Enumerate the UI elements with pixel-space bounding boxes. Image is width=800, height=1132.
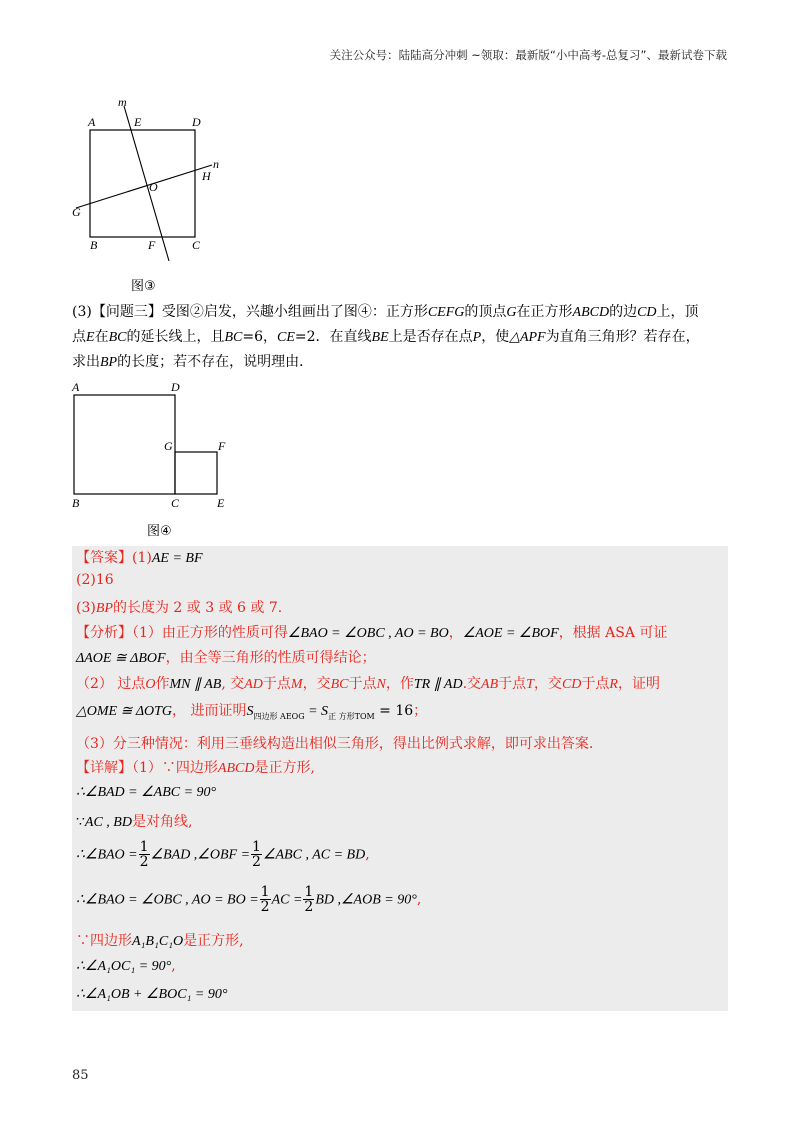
- detail-line-1: 【详解】（1）∵四边形ABCD是正方形,: [76, 760, 315, 776]
- detail-line-3: ∵AC , BD是对角线,: [76, 814, 193, 830]
- answer-line-1: 【答案】(1)AE = BF: [76, 550, 203, 566]
- detail-line-4: ∴∠BAO = $\frac{1}{2}$ ∠BAD ,∠OBF = $\frac{1}{2}$ ∠ABC , AC = BD,: [76, 839, 370, 870]
- label-o: O: [149, 180, 158, 194]
- line-m: [124, 106, 169, 261]
- square-cefg: [175, 452, 217, 494]
- figure-4-caption: 图④: [147, 524, 172, 539]
- page-header: 关注公众号：陆陆高分冲刺 ~领取：最新版“小中高考-总复习”、最新试卷下载: [329, 48, 727, 62]
- fraction-half: $\frac{1}{2}$: [139, 839, 149, 870]
- detail-line-8: ∴∠A₁OB + ∠BOC₁ = 90°: [76, 987, 228, 1002]
- label-a: A: [72, 380, 80, 394]
- figure-3-caption: 图③: [131, 279, 156, 294]
- square-abcd-fig4: [74, 395, 175, 494]
- label-g: G: [72, 205, 81, 219]
- label-g: G: [164, 439, 173, 453]
- label-b: B: [72, 496, 80, 510]
- label-m: m: [118, 96, 127, 109]
- label-h: H: [202, 169, 211, 183]
- fraction-half: $\frac{1}{2}$: [304, 884, 314, 915]
- detail-line-6: ∵四边形A₁B₁C₁O是正方形,: [76, 933, 244, 949]
- detail-line-2: ∴∠BAD = ∠ABC = 90°: [76, 785, 217, 800]
- analysis-line-2: ΔAOE ≅ ΔBOF，由全等三角形的性质可得结论；: [76, 650, 376, 666]
- label-a: A: [88, 115, 96, 129]
- figure-3: [68, 96, 228, 266]
- square-abcd-fig3: [90, 130, 195, 237]
- label-e: E: [134, 115, 142, 129]
- label-f: F: [218, 439, 226, 453]
- label-d: D: [171, 380, 180, 394]
- analysis-line-1: 【分析】（1）由正方形的性质可得∠BAO = ∠OBC , AO = BO，∠AOE = ∠BOF，根据 ASA 可证: [76, 625, 668, 641]
- problem-3-line-3: 求出BP的长度；若不存在，说明理由．: [72, 354, 314, 370]
- analysis-line-5: （3）分三种情况：利用三垂线构造出相似三角形，得出比例式求解，即可求出答案.: [76, 736, 594, 752]
- answer-line-2: (2)16: [76, 572, 114, 588]
- label-n: n: [213, 157, 219, 171]
- label-c: C: [171, 496, 180, 510]
- line-n: [76, 165, 212, 208]
- analysis-line-4: △OME ≅ ΔOTG， 进而证明$S_{四边形 AEOG} = S_{正 方形TOM} = 16$；: [76, 703, 428, 721]
- answer-line-3: (3)BP的长度为 2 或 3 或 6 或 7.: [76, 600, 283, 616]
- page-number: 85: [72, 1068, 89, 1083]
- problem-3-line-1: (3)【问题三】受图②启发，兴趣小组画出了图④：正方形CEFG的顶点G在正方形ABCD的边CD上，顶: [72, 304, 699, 320]
- fraction-half: $\frac{1}{2}$: [260, 884, 270, 915]
- label-c: C: [192, 238, 201, 252]
- detail-line-7: ∴∠A₁OC₁ = 90°,: [76, 958, 176, 974]
- label-b: B: [90, 238, 98, 252]
- label-d: D: [192, 115, 201, 129]
- analysis-line-3: （2） 过点O作MN ∥ AB, 交AD于点M，交BC于点N，作TR ∥ AD.交AB于点T，交CD于点R，证明: [76, 676, 660, 692]
- figure-4: [68, 378, 238, 513]
- problem-3-line-2: 点E在BC的延长线上，且BC=6，CE=2．在直线BE上是否存在点P，使△APF为直角三角形？若存在，: [72, 329, 700, 345]
- label-e: E: [217, 496, 225, 510]
- detail-line-5: ∴∠BAO = ∠OBC , AO = BO = $\frac{1}{2}$ AC = $\frac{1}{2}$ BD ,∠AOB = 90°,: [76, 884, 422, 915]
- fraction-half: $\frac{1}{2}$: [252, 839, 261, 870]
- problem-3-text: [72, 300, 732, 375]
- label-f: F: [148, 238, 156, 252]
